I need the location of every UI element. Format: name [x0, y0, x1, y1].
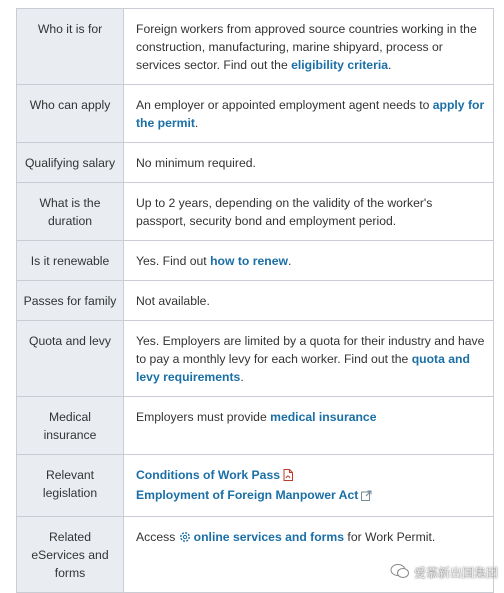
table-row — [17, 281, 494, 321]
row-value: Yes. Employers are limited by a quota for their industry and have to pay a monthly levy for each worker. Find out the quota and levy requirements. — [124, 321, 494, 397]
row-label: Is it renewable — [17, 241, 124, 281]
row-label: Qualifying salary — [17, 143, 124, 183]
row-value: Not available. — [124, 281, 494, 321]
quota-levy-requirements-link[interactable]: quota and levy requirements — [136, 352, 470, 384]
row-label: What is the duration — [17, 183, 124, 241]
employment-of-foreign-manpower-act-link[interactable]: Employment of Foreign Manpower Act — [136, 488, 359, 502]
table-row — [17, 455, 494, 517]
row-value: Foreign workers from approved source countries working in the construction, manufacturing, marine shipyard, process or services sector. Find out the eligibility criteria. — [124, 9, 494, 85]
row-label: Medical insurance — [17, 397, 124, 455]
eligibility-criteria-link[interactable]: eligibility criteria — [291, 58, 388, 72]
how-to-renew-link[interactable]: how to renew — [210, 254, 288, 268]
conditions-of-work-pass-link[interactable]: Conditions of Work Pass — [136, 468, 281, 482]
gear-icon — [179, 530, 191, 548]
table-row — [17, 397, 494, 455]
row-value: An employer or appointed employment agent needs to apply for the permit. — [124, 85, 494, 143]
row-value: Access online services and forms for Work Permit. — [124, 517, 494, 593]
watermark-text: 爱慕新出国集团 — [413, 566, 498, 580]
row-label: Who can apply — [17, 85, 124, 143]
medical-insurance-link[interactable]: medical insurance — [270, 410, 377, 424]
table-row — [17, 241, 494, 281]
row-value: Employers must provide medical insurance — [124, 397, 494, 455]
table-row — [17, 9, 494, 85]
watermark — [390, 563, 498, 582]
row-label: Quota and levy — [17, 321, 124, 397]
table-row — [17, 143, 494, 183]
table-row — [17, 85, 494, 143]
pdf-icon — [283, 468, 293, 486]
row-label: Passes for family — [17, 281, 124, 321]
row-label: Who it is for — [17, 9, 124, 85]
row-label: Related eServices and forms — [17, 517, 124, 593]
wechat-icon — [390, 563, 410, 582]
external-link-icon — [361, 488, 372, 506]
table-row — [17, 183, 494, 241]
row-value — [124, 455, 494, 517]
row-value: Yes. Find out how to renew. — [124, 241, 494, 281]
online-services-forms-link[interactable]: online services and forms — [193, 530, 345, 544]
row-value: Up to 2 years, depending on the validity of the worker's passport, security bond and employment period. — [124, 183, 494, 241]
table-row — [17, 321, 494, 397]
row-label: Relevant legislation — [17, 455, 124, 517]
row-value: No minimum required. — [124, 143, 494, 183]
work-permit-info-table — [16, 8, 494, 593]
apply-for-permit-link[interactable]: apply for the permit — [136, 98, 485, 130]
